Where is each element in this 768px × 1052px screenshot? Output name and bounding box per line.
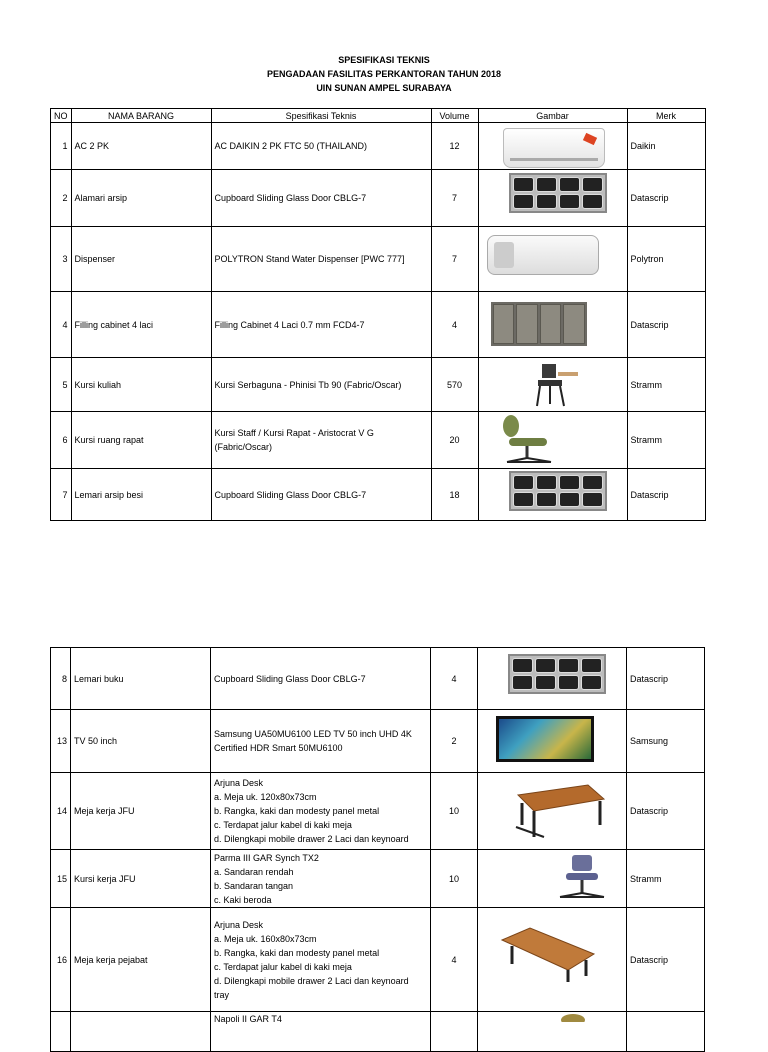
row-name: AC 2 PK xyxy=(71,123,211,170)
row-brand: Daikin xyxy=(627,123,705,170)
cupboard-image xyxy=(478,469,627,521)
row-volume: 4 xyxy=(431,292,478,358)
row-brand: Datascrip xyxy=(627,773,705,850)
row-no: 8 xyxy=(51,648,71,710)
table-row xyxy=(51,1012,705,1052)
row-name: Kursi ruang rapat xyxy=(71,412,211,469)
row-volume: 2 xyxy=(431,710,478,773)
row-volume: 7 xyxy=(431,227,478,292)
table-row xyxy=(51,170,706,227)
row-volume: 12 xyxy=(431,123,478,170)
cupboard-image xyxy=(478,648,627,710)
col-header-name: NAMA BARANG xyxy=(71,109,211,123)
table-row xyxy=(51,648,705,710)
table-row xyxy=(51,710,705,773)
row-volume: 570 xyxy=(431,358,478,412)
col-header-spec: Spesifikasi Teknis xyxy=(211,109,431,123)
row-name: Filling cabinet 4 laci xyxy=(71,292,211,358)
table-header-row xyxy=(51,109,706,123)
table-row xyxy=(51,292,706,358)
row-no: 16 xyxy=(51,908,71,1012)
tv-image xyxy=(478,710,627,773)
row-brand: Datascrip xyxy=(627,170,705,227)
row-spec: POLYTRON Stand Water Dispenser [PWC 777] xyxy=(211,227,431,292)
row-spec: Arjuna Desk a. Meja uk. 120x80x73cm b. Rangka, kaki dan modesty panel metal c. Terdapat jalur kabel di kaki meja d. Dilengkapi mobile drawer 2 Laci dan keynoard xyxy=(211,773,431,850)
filing-cabinet-image xyxy=(478,292,627,358)
row-volume: 10 xyxy=(431,850,478,908)
doc-institution: UIN SUNAN AMPEL SURABAYA xyxy=(316,83,452,93)
row-spec: Samsung UA50MU6100 LED TV 50 inch UHD 4K Certified HDR Smart 50MU6100 xyxy=(211,710,431,773)
table-row xyxy=(51,123,706,170)
row-name: Dispenser xyxy=(71,227,211,292)
col-header-brand: Merk xyxy=(627,109,705,123)
row-spec: Cupboard Sliding Glass Door CBLG-7 xyxy=(211,469,431,521)
spec-table-1 xyxy=(50,108,706,521)
row-name: Lemari buku xyxy=(71,648,211,710)
row-no: 2 xyxy=(51,170,72,227)
row-brand xyxy=(627,1012,705,1052)
row-volume xyxy=(431,1012,478,1052)
row-volume: 7 xyxy=(431,170,478,227)
row-no: 5 xyxy=(51,358,72,412)
row-volume: 18 xyxy=(431,469,478,521)
table-row xyxy=(51,469,706,521)
row-brand: Datascrip xyxy=(627,292,705,358)
lecture-chair-image xyxy=(478,358,627,412)
row-spec: Cupboard Sliding Glass Door CBLG-7 xyxy=(211,170,431,227)
row-brand: Stramm xyxy=(627,412,705,469)
row-name: Kursi kerja JFU xyxy=(71,850,211,908)
row-name: Alamari arsip xyxy=(71,170,211,227)
row-name: Meja kerja JFU xyxy=(71,773,211,850)
row-spec: Kursi Staff / Kursi Rapat - Aristocrat V G (Fabric/Oscar) xyxy=(211,412,431,469)
row-brand: Stramm xyxy=(627,850,705,908)
row-no: 14 xyxy=(51,773,71,850)
table-row xyxy=(51,227,706,292)
row-volume: 20 xyxy=(431,412,478,469)
row-no: 1 xyxy=(51,123,72,170)
row-brand: Stramm xyxy=(627,358,705,412)
row-name xyxy=(71,1012,211,1052)
row-spec: Arjuna Desk a. Meja uk. 160x80x73cm b. Rangka, kaki dan modesty panel metal c. Terdapat jalur kabel di kaki meja d. Dilengkapi mobile drawer 2 Laci dan keynoard tray xyxy=(211,908,431,1012)
row-no xyxy=(51,1012,71,1052)
row-spec: Napoli II GAR T4 xyxy=(211,1012,431,1052)
desk-image xyxy=(478,773,627,850)
row-brand: Datascrip xyxy=(627,469,705,521)
meeting-chair-image xyxy=(478,412,627,469)
doc-subtitle: PENGADAAN FASILITAS PERKANTORAN TAHUN 2018 xyxy=(266,69,502,79)
row-no: 15 xyxy=(51,850,71,908)
table-row xyxy=(51,773,705,850)
col-header-volume: Volume xyxy=(431,109,478,123)
row-volume: 4 xyxy=(431,648,478,710)
row-no: 6 xyxy=(51,412,72,469)
air-conditioner-image xyxy=(478,123,627,170)
row-spec: Cupboard Sliding Glass Door CBLG-7 xyxy=(211,648,431,710)
row-no: 13 xyxy=(51,710,71,773)
row-brand: Datascrip xyxy=(627,908,705,1012)
table-row xyxy=(51,908,705,1012)
row-name: TV 50 inch xyxy=(71,710,211,773)
table-row xyxy=(51,412,706,469)
cupboard-image xyxy=(478,170,627,227)
row-spec: Filling Cabinet 4 Laci 0.7 mm FCD4-7 xyxy=(211,292,431,358)
office-chair-image xyxy=(478,850,627,908)
row-name: Meja kerja pejabat xyxy=(71,908,211,1012)
row-spec: AC DAIKIN 2 PK FTC 50 (THAILAND) xyxy=(211,123,431,170)
chair-image xyxy=(478,1012,627,1052)
col-header-no: NO xyxy=(51,109,72,123)
row-no: 3 xyxy=(51,227,72,292)
desk-image xyxy=(478,908,627,1012)
row-name: Kursi kuliah xyxy=(71,358,211,412)
row-volume: 10 xyxy=(431,773,478,850)
row-brand: Datascrip xyxy=(627,648,705,710)
row-no: 4 xyxy=(51,292,72,358)
table-row xyxy=(51,358,706,412)
row-brand: Polytron xyxy=(627,227,705,292)
row-spec: Parma III GAR Synch TX2 a. Sandaran rendah b. Sandaran tangan c. Kaki beroda xyxy=(211,850,431,908)
dispenser-image xyxy=(478,227,627,292)
row-spec: Kursi Serbaguna - Phinisi Tb 90 (Fabric/Oscar) xyxy=(211,358,431,412)
col-header-image: Gambar xyxy=(478,109,627,123)
row-no: 7 xyxy=(51,469,72,521)
doc-title: SPESIFIKASI TEKNIS xyxy=(338,55,430,65)
row-brand: Samsung xyxy=(627,710,705,773)
row-name: Lemari arsip besi xyxy=(71,469,211,521)
spec-table-2 xyxy=(50,647,705,1052)
row-volume: 4 xyxy=(431,908,478,1012)
table-row xyxy=(51,850,705,908)
